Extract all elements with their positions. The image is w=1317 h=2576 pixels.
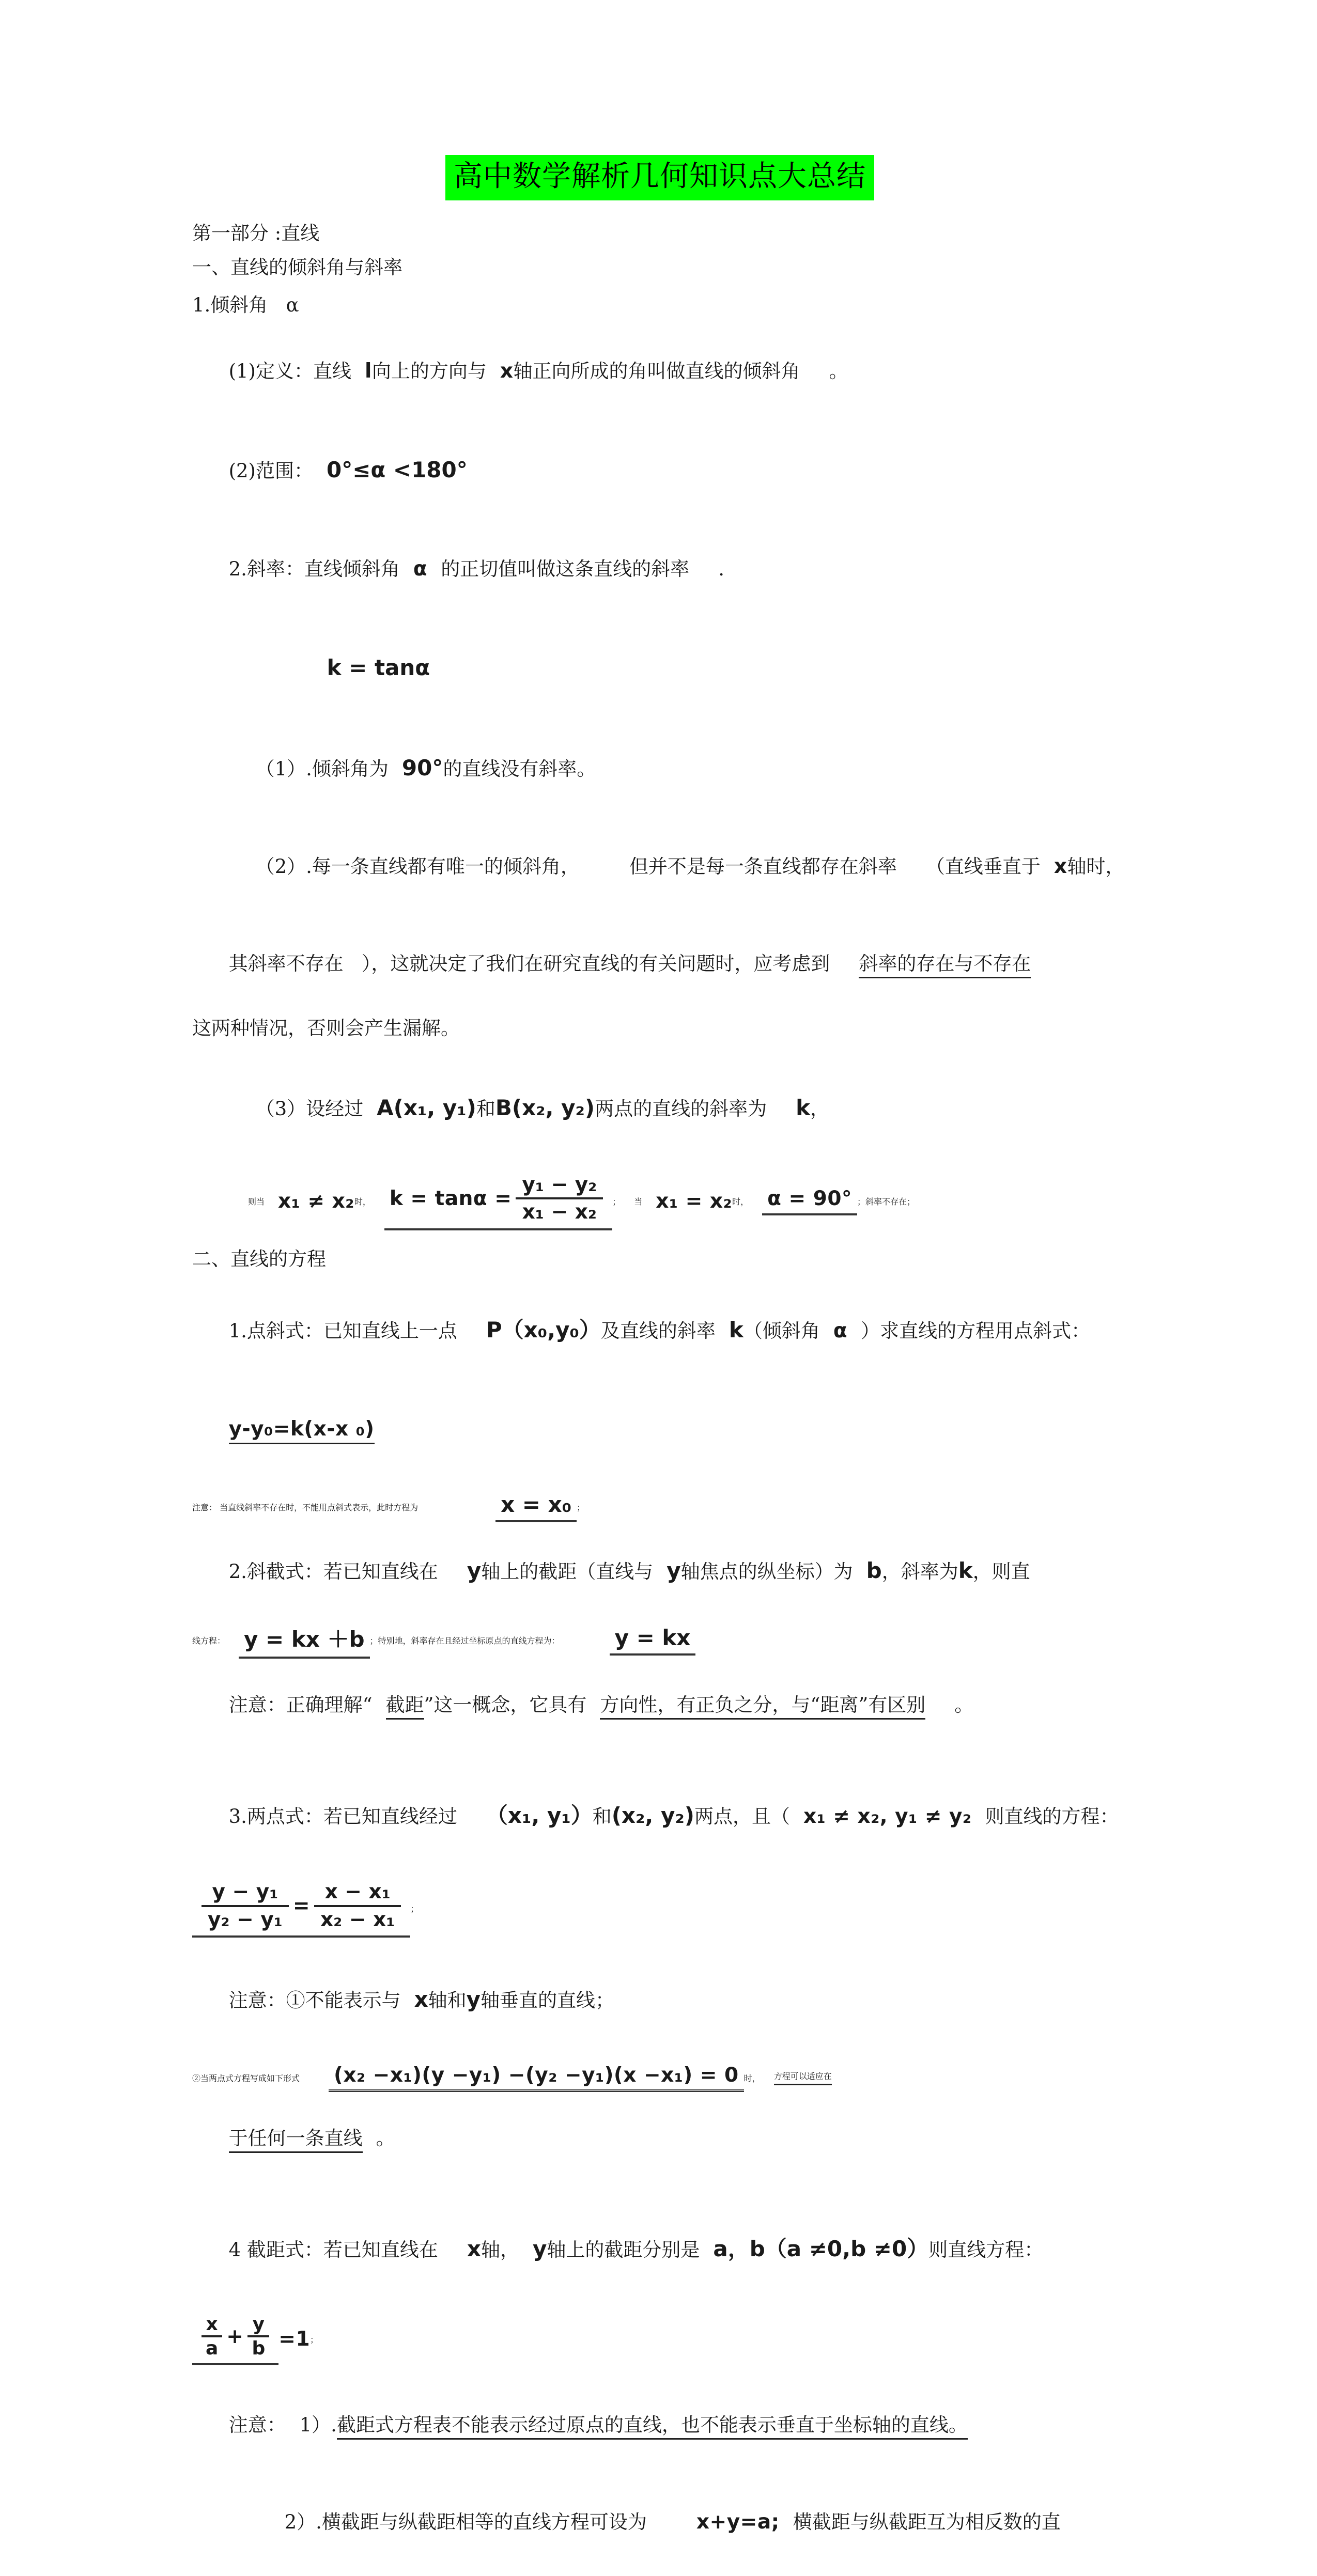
- intercept-form-line: [192, 2200, 1127, 2298]
- slope-intercept-c: 轴焦点的纵坐标）为: [680, 1560, 853, 1583]
- range-line: [192, 421, 1127, 519]
- point-slope-formula: y-y₀=k(x-x ₀): [229, 1417, 375, 1444]
- note-2-line-3: 这两种情况，否则会产生漏解。: [192, 1017, 460, 1040]
- page-content: [192, 155, 1127, 2576]
- two-point-note-1: [192, 1951, 1127, 2048]
- point-slope-d: ）求直线的方程用点斜式：: [861, 1319, 1091, 1342]
- note-3-prefix: （3）设经过: [255, 1098, 364, 1120]
- point-slope-c: （倾斜角: [743, 1319, 820, 1342]
- two-point-a: 3.两点式：若已知直线经过: [228, 1805, 457, 1828]
- definition-line: [192, 324, 1127, 418]
- two-point-coords-2: (x₂, y₂): [611, 1802, 694, 1828]
- two-point-note2-underline-1: 方程可以适应在: [774, 2070, 832, 2085]
- slope-intercept-g: ；特别地，斜率存在且经过坐标原点的直线方程为：: [369, 1636, 560, 1646]
- slope-intercept-k: k: [958, 1557, 973, 1583]
- two-point-note2-c: 。: [376, 2127, 395, 2149]
- slope-label: 2.斜率：直线倾斜角: [228, 557, 400, 580]
- line-l-symbol: l: [365, 359, 372, 383]
- title-row: [192, 155, 1127, 200]
- two-point-note1-c: 轴垂直的直线；: [481, 1989, 615, 2011]
- intercept-note-2: [192, 2475, 1127, 2569]
- intercept-b-symbol: b: [866, 1557, 882, 1583]
- angle-90-degrees: 90°: [401, 755, 443, 780]
- intercept-form-x: x: [467, 2236, 481, 2261]
- eq-semicolon: ；: [612, 1196, 621, 1207]
- note-3-line: [192, 1059, 1127, 1157]
- intercept-num-x: x: [206, 2313, 218, 2335]
- point-slope-note-row: [192, 1492, 1127, 1522]
- slope-fraction: [516, 1172, 603, 1225]
- slope-intercept-f: 线方程：: [192, 1636, 226, 1646]
- point-slope-formula-row: [192, 1382, 1127, 1476]
- intercept-note2-a: 横截距与纵截距相等的直线方程可设为: [321, 2510, 647, 2533]
- item-inclination-angle: 1.倾斜角 α: [192, 293, 299, 316]
- eq-condition-1: x₁ ≠ x₂: [278, 1189, 354, 1213]
- two-point-fraction-right: [314, 1879, 401, 1932]
- two-point-note1-b: 轴和: [428, 1989, 467, 2011]
- section-1-heading: 一、直线的倾斜角与斜率: [192, 256, 402, 278]
- note-2-part-a: （2）.每一条直线都有唯一的倾斜角，: [255, 855, 580, 878]
- two-point-num-left: y − y₁: [212, 1880, 278, 1904]
- intercept-form-b: 轴，: [481, 2238, 519, 2261]
- two-point-equation-row: [192, 1879, 1127, 1937]
- two-point-fraction-left: [202, 1879, 289, 1932]
- two-point-note2-a: ②当两点式方程写成如下形式: [192, 2073, 300, 2083]
- note-2-underlined-phrase: 斜率的存在与不存在: [859, 953, 1031, 978]
- two-point-semicolon: ；: [410, 1904, 419, 1914]
- origin-line-equation: y = kx: [610, 1625, 696, 1656]
- eq-condition-2: x₁ = x₂: [656, 1189, 733, 1213]
- point-a-coords: A(x₁, y₁): [377, 1095, 476, 1121]
- two-point-equals-sign: =: [292, 1894, 311, 1918]
- page-title: 高中数学解析几何知识点大总结: [445, 155, 874, 200]
- two-point-and: 和: [592, 1805, 612, 1828]
- intercept-note-a: 注意：正确理解“: [228, 1693, 373, 1716]
- intercept-form-a: 4 截距式：若已知直线在: [228, 2238, 438, 2261]
- two-point-num-right: x − x₁: [324, 1880, 391, 1904]
- note-2-part-d: 轴时，: [1067, 855, 1125, 878]
- definition-end: 。: [829, 360, 848, 382]
- point-slope-prefix: 1.点斜式：已知直线上一点: [228, 1319, 457, 1342]
- formula-k-tan-alpha-row: [192, 619, 1127, 716]
- range-value: 0°≤α <180°: [327, 457, 468, 482]
- slope-definition-line: [192, 522, 1127, 616]
- intercept-semicolon: ；: [310, 2334, 319, 2345]
- slope-fraction-group: [384, 1172, 612, 1230]
- two-point-note1-y: y: [466, 1986, 481, 2012]
- alpha-equals-90: α = 90°: [762, 1187, 857, 1215]
- point-slope-line: [192, 1282, 1127, 1379]
- intercept-note1-text: 截距式方程表不能表示经过原点的直线，也不能表示垂直于坐标轴的直线。: [337, 2414, 968, 2440]
- note-2-part-b: 但并不是每一条直线都存在斜率: [629, 855, 897, 878]
- note-3-mid: 两点的直线的斜率为: [595, 1098, 767, 1120]
- note-2-part-c: （直线垂直于: [925, 855, 1041, 878]
- eq-lhs: k = tanα =: [389, 1186, 512, 1210]
- part-label: 第一部分 :直线: [192, 222, 320, 244]
- point-b-coords: B(x₂, y₂): [495, 1095, 595, 1121]
- section-2-heading: 二、直线的方程: [192, 1247, 326, 1270]
- vertical-line-equation: x = x₀: [495, 1492, 577, 1522]
- intercept-note-b: ”这一概念，它具有: [424, 1693, 587, 1716]
- two-point-fraction-group: [192, 1879, 410, 1937]
- slope-intercept-equation: y = kx ＋b: [239, 1622, 370, 1659]
- two-point-note2-b: 时，: [743, 2073, 761, 2083]
- slope-equation-row: [192, 1172, 1127, 1230]
- two-point-b: 两点，且（: [694, 1805, 790, 1828]
- point-p-coords: P（x₀,y₀）: [486, 1317, 601, 1342]
- note-2-line-1: [192, 820, 1127, 914]
- two-point-note1-x: x: [414, 1986, 428, 2012]
- two-point-note1-a: 注意：①不能表示与: [228, 1989, 401, 2011]
- note-2-line-2: [192, 917, 1127, 1010]
- intercept-note-c: 。: [954, 1693, 974, 1716]
- slope-rest: 的正切值叫做这条直线的斜率: [441, 557, 690, 580]
- intercept-den-b: b: [252, 2338, 266, 2360]
- point-slope-mid: 及直线的斜率: [600, 1319, 716, 1342]
- intercept-fraction-group: [192, 2313, 278, 2366]
- point-slope-alpha: α: [833, 1319, 848, 1342]
- note-2-part-e: 其斜率不存在 ），这就决定了我们在研究直线的有关问题时，应考虑到: [228, 952, 830, 975]
- intercept-form-ab-conditions: a，b（a ≠0,b ≠0）: [713, 2236, 929, 2261]
- intercept-form-d: 则直线方程：: [928, 2238, 1044, 2261]
- point-slope-note-text: 注意： 当直线斜率不存在时，不能用点斜式表示，此时方程为: [192, 1502, 419, 1512]
- x-axis-symbol: x: [500, 359, 514, 383]
- point-slope-k: k: [729, 1317, 743, 1342]
- slope-fraction-denominator: x₁ − x₂: [522, 1200, 597, 1224]
- intercept-equals-one: =1: [278, 2327, 311, 2351]
- eq-shi-1: 时，: [354, 1196, 371, 1207]
- note-3-and: 和: [476, 1098, 495, 1120]
- intercept-plus-sign: +: [226, 2324, 244, 2348]
- eq-prefix: 则当: [248, 1196, 265, 1207]
- intercept-term-underlined: 截距: [386, 1694, 424, 1720]
- formula-k-tan-alpha: k = tanα: [327, 654, 430, 680]
- alpha-symbol: α: [413, 557, 428, 581]
- intercept-equation-row: [192, 2313, 1127, 2366]
- slope-intercept-formula-row: [192, 1622, 1127, 1659]
- two-point-den-left: y₂ − y₁: [208, 1908, 283, 1931]
- slope-intercept-b: 轴上的截距（直线与: [481, 1560, 654, 1583]
- intercept-form-c: 轴上的截距分别是: [547, 2238, 700, 2261]
- slope-intercept-e: ，则直: [972, 1560, 1030, 1583]
- two-point-note2-underline-2: 于任何一条直线: [229, 2127, 363, 2153]
- slope-intercept-y1: y: [467, 1557, 482, 1583]
- slope-intercept-y2: y: [667, 1557, 681, 1583]
- note-1-prefix: （1）.倾斜角为: [255, 757, 389, 780]
- definition-tail: 轴正向所成的角叫做直线的倾斜角: [513, 360, 800, 382]
- slope-intercept-line-1: [192, 1522, 1127, 1619]
- two-point-conditions: x₁ ≠ x₂, y₁ ≠ y₂: [803, 1804, 972, 1828]
- slope-intercept-d: ，斜率为: [881, 1560, 958, 1583]
- eq-tail: ；斜率不存在；: [857, 1196, 916, 1207]
- intercept-concept-note: [192, 1659, 1127, 1752]
- general-two-point-equation: (x₂ −x₁)(y −y₁) −(y₂ −y₁)(x −x₁) = 0: [329, 2064, 744, 2092]
- two-point-c: 则直线的方程：: [985, 1805, 1119, 1828]
- definition-label: (1)定义：直线: [228, 360, 351, 382]
- intercept-note1-number: 1）.: [299, 2414, 337, 2437]
- two-point-note-2-line-2: [192, 2092, 1127, 2185]
- eq-dang: 当: [634, 1196, 643, 1207]
- point-slope-note-semi: ；: [577, 1502, 585, 1512]
- two-point-note-2-line-1: [192, 2064, 1127, 2092]
- slope-intercept-a: 2.斜截式：若已知直线在: [228, 1560, 438, 1583]
- intercept-num-y: y: [252, 2313, 265, 2335]
- note-1-line: [192, 720, 1127, 817]
- intercept-form-y: y: [532, 2236, 547, 2261]
- two-point-den-right: x₂ − x₁: [320, 1908, 395, 1931]
- eq-shi-2: 时，: [732, 1196, 749, 1207]
- note-3-comma: ，: [810, 1098, 830, 1120]
- intercept-note-1: [192, 2379, 1127, 2472]
- intercept-note2-b: 横截距与纵截距互为相反数的直: [793, 2510, 1061, 2533]
- intercept-fraction-y-b: [247, 2313, 269, 2361]
- two-point-form-line: [192, 1767, 1127, 1864]
- slope-fraction-numerator: y₁ − y₂: [522, 1173, 597, 1197]
- range-label: (2)范围：: [228, 459, 313, 482]
- equal-intercepts-equation: x+y=a;: [696, 2510, 780, 2534]
- note-1-suffix: 的直线没有斜率。: [443, 757, 596, 780]
- slope-period: .: [718, 557, 724, 580]
- intercept-property-underlined: 方向性，有正负之分，与“距离”有区别: [600, 1694, 925, 1720]
- intercept-fraction-x-a: [202, 2313, 222, 2361]
- intercept-note-label: 注意：: [228, 2414, 286, 2437]
- intercept-note2-number: 2）.: [284, 2510, 322, 2533]
- definition-rest: 向上的方向与: [371, 360, 487, 382]
- note-2-x-symbol: x: [1053, 855, 1067, 879]
- two-point-coords-1: （x₁, y₁）: [486, 1802, 593, 1828]
- intercept-den-a: a: [206, 2338, 219, 2360]
- slope-k-symbol: k: [796, 1095, 811, 1121]
